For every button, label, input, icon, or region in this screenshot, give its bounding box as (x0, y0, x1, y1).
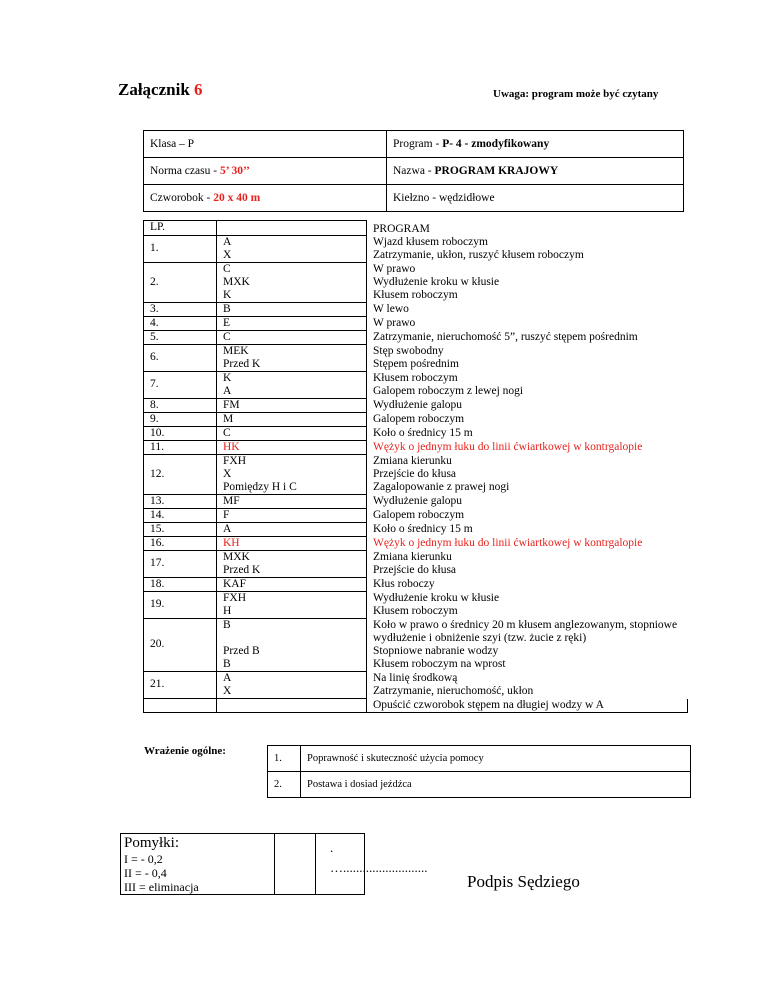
arena-letter: C (223, 427, 231, 439)
info-right-value: PROGRAM KRAJOWY (434, 165, 559, 177)
movement-text: Kłus roboczy (373, 577, 435, 590)
letter-cell (217, 537, 367, 551)
movement-cell (367, 578, 688, 592)
arena-letter: A (223, 672, 232, 684)
movement-cell (367, 413, 688, 427)
program-row (144, 372, 688, 399)
lp-cell (144, 236, 217, 263)
movement-cell (367, 699, 688, 713)
letter-cell (217, 413, 367, 427)
arena-letter: M (223, 413, 234, 425)
signature-mark: . (330, 840, 334, 855)
lp-cell (144, 592, 217, 619)
lp-cell (144, 345, 217, 372)
info-row (144, 158, 684, 185)
movement-cell (367, 455, 688, 495)
movement-cell (367, 672, 688, 699)
movement-cell (367, 399, 688, 413)
lp-cell (144, 619, 217, 672)
movement-text: Koło o średnicy 15 m (373, 522, 473, 535)
lp-cell (144, 441, 217, 455)
arena-letter: C (223, 263, 231, 275)
lp-header: LP. (144, 221, 217, 236)
program-row (144, 551, 688, 578)
movement-text: Kłusem roboczym (373, 288, 458, 301)
lp-number: 7. (150, 378, 159, 390)
program-header: PROGRAM (367, 221, 688, 236)
errors-title: Pomyłki: (124, 835, 180, 851)
movement-text: Stęp swobodny (373, 344, 444, 357)
movement-cell (367, 317, 688, 331)
program-row (144, 441, 688, 455)
arena-letter: C (223, 331, 231, 343)
arena-letter: MXK (223, 276, 250, 288)
errors-table (120, 833, 365, 895)
arena-letter: F (223, 509, 230, 521)
movement-text: W prawo (373, 262, 416, 275)
info-right-label: Kiełzno - wędzidłowe (393, 192, 495, 204)
movement-cell (367, 537, 688, 551)
impression-text: Poprawność i skuteczność użycia pomocy (301, 746, 691, 772)
lp-cell (144, 551, 217, 578)
program-row (144, 331, 688, 345)
lp-cell (144, 399, 217, 413)
movement-text: wydłużenie i obniżenie szyi (tzw. żucie z ręki) (373, 631, 587, 644)
lp-number: 1. (150, 242, 159, 254)
lp-cell (144, 413, 217, 427)
info-table (143, 130, 684, 212)
movement-text: Koło o średnicy 15 m (373, 426, 473, 439)
lp-cell (144, 331, 217, 345)
program-row (144, 699, 688, 713)
movement-cell (367, 495, 688, 509)
lp-cell (144, 523, 217, 537)
error-level: I = - 0,2 (124, 852, 163, 866)
arena-letter: FXH (223, 592, 247, 604)
info-left-cell (144, 185, 387, 212)
movement-text: Przejście do kłusa (373, 563, 457, 576)
movement-text: Zatrzymanie, ukłon, ruszyć kłusem roboczym (373, 248, 584, 261)
movement-text: W lewo (373, 302, 409, 315)
letter-cell (217, 455, 367, 495)
info-right-cell (387, 131, 684, 158)
arena-letter (223, 699, 366, 712)
letter-cell (217, 699, 367, 713)
errors-label-cell (121, 834, 275, 895)
info-left-value: 20 x 40 m (213, 192, 261, 204)
program-row (144, 236, 688, 263)
arena-letter: K (223, 372, 232, 384)
lp-cell (144, 317, 217, 331)
arena-letter: FM (223, 399, 240, 411)
program-row (144, 413, 688, 427)
arena-letter: Pomiędzy H i C (223, 481, 297, 493)
arena-letter: B (223, 619, 231, 631)
movement-text: Na linię środkową (373, 671, 458, 684)
info-row (144, 185, 684, 212)
movement-cell (367, 345, 688, 372)
letter-cell (217, 345, 367, 372)
info-right-cell (387, 158, 684, 185)
lp-number: 18. (150, 578, 165, 590)
lp-number: 11. (150, 441, 164, 453)
arena-letter: FXH (223, 455, 247, 467)
program-row (144, 455, 688, 495)
lp-cell (144, 263, 217, 303)
movement-text: Przejście do kłusa (373, 467, 457, 480)
arena-letter: K (223, 289, 232, 301)
info-right-value: P- 4 - zmodyfikowany (442, 138, 550, 150)
lp-number: 5. (150, 331, 159, 343)
arena-letter: B (223, 658, 231, 670)
arena-letter: A (223, 523, 232, 535)
movement-text: W prawo (373, 316, 416, 329)
lp-cell (144, 537, 217, 551)
movement-text: Galopem roboczym (373, 508, 465, 521)
lp-number: 10. (150, 427, 165, 439)
lp-cell (144, 578, 217, 592)
arena-letter: X (223, 249, 232, 261)
reading-note: Uwaga: program może być czytany (493, 88, 659, 100)
lp-number: 19. (150, 598, 165, 610)
arena-letter (223, 632, 366, 645)
arena-letter: Przed K (223, 564, 261, 576)
letter-cell (217, 551, 367, 578)
movement-text: Zmiana kierunku (373, 454, 452, 467)
movement-cell (367, 509, 688, 523)
letter-cell (217, 427, 367, 441)
letter-cell (217, 578, 367, 592)
errors-count-box (275, 834, 316, 895)
movement-text: Wjazd kłusem roboczym (373, 235, 488, 248)
lp-number: 20. (150, 638, 165, 650)
program-header-row (144, 221, 688, 236)
program-row (144, 578, 688, 592)
arena-letter: MXK (223, 551, 250, 563)
letter-cell (217, 303, 367, 317)
movement-cell (367, 551, 688, 578)
letter-cell (217, 523, 367, 537)
arena-letter: HK (223, 441, 240, 453)
info-right-label: Program - (393, 138, 440, 150)
signature-label: Podpis Sędziego (467, 872, 580, 891)
lp-cell (144, 455, 217, 495)
letter-cell (217, 441, 367, 455)
lp-cell (144, 495, 217, 509)
lp-number: 3. (150, 303, 159, 315)
movement-text: Zmiana kierunku (373, 550, 452, 563)
arena-letter: MF (223, 495, 240, 507)
movement-text: Kłusem roboczym (373, 371, 458, 384)
info-left-cell (144, 158, 387, 185)
impression-row (268, 746, 691, 772)
program-row (144, 345, 688, 372)
error-level: III = eliminacja (124, 880, 199, 894)
lp-number: 6. (150, 351, 159, 363)
impression-row (268, 772, 691, 798)
movement-cell (367, 619, 688, 672)
lp-cell (144, 303, 217, 317)
impression-table (267, 745, 691, 798)
info-right-label: Nazwa - (393, 165, 432, 177)
program-row (144, 537, 688, 551)
movement-text: Koło w prawo o średnicy 20 m kłusem anglezowanym, stopniowe (373, 618, 678, 631)
lp-cell (144, 509, 217, 523)
movement-text: Zagalopowanie z prawej nogi (373, 480, 510, 493)
letter-cell (217, 399, 367, 413)
signature-dots: ….......................... (330, 860, 428, 875)
letter-cell (217, 619, 367, 672)
movement-text: Wydłużenie kroku w kłusie (373, 591, 500, 604)
letter-cell (217, 592, 367, 619)
movement-text: Wydłużenie kroku w kłusie (373, 275, 500, 288)
movement-cell (367, 331, 688, 345)
errors-row (121, 834, 365, 895)
lp-number: 14. (150, 509, 165, 521)
impression-label: Wrażenie ogólne: (144, 745, 226, 757)
letter-cell (217, 495, 367, 509)
movement-cell (367, 427, 688, 441)
movement-text: Kłusem roboczym na wprost (373, 657, 506, 670)
program-row (144, 619, 688, 672)
letter-cell (217, 672, 367, 699)
movement-text: Opuścić czworobok stępem na długiej wodzy w A (373, 698, 604, 711)
info-left-label: Klasa – P (150, 138, 195, 150)
movement-cell (367, 236, 688, 263)
lp-number: 21. (150, 678, 165, 690)
title-prefix: Załącznik (118, 80, 190, 99)
arena-letter: Przed B (223, 645, 260, 657)
movement-cell (367, 523, 688, 537)
arena-letter: A (223, 385, 232, 397)
impression-text: Postawa i dosiad jeźdźca (301, 772, 691, 798)
movement-text: Stępem pośrednim (373, 357, 459, 370)
program-row (144, 263, 688, 303)
arena-letter: KAF (223, 578, 247, 590)
arena-letter: Przed K (223, 358, 261, 370)
program-row (144, 672, 688, 699)
movement-text: Galopem roboczym (373, 412, 465, 425)
lp-number: 13. (150, 495, 165, 507)
arena-letter: B (223, 303, 231, 315)
movement-cell (367, 263, 688, 303)
letter-cell (217, 331, 367, 345)
program-row (144, 317, 688, 331)
signature-line (330, 838, 428, 878)
arena-letter: H (223, 605, 232, 617)
arena-letter: X (223, 685, 232, 697)
arena-letter: A (223, 236, 232, 248)
lp-number: 16. (150, 537, 165, 549)
info-left-label: Czworobok - (150, 192, 211, 204)
movement-cell (367, 592, 688, 619)
arena-letter: KH (223, 537, 240, 549)
lp-cell (144, 372, 217, 399)
program-row (144, 399, 688, 413)
lp-number: 9. (150, 413, 159, 425)
movement-text: Stopniowe nabranie wodzy (373, 644, 499, 657)
info-right-cell (387, 185, 684, 212)
movement-text: Zatrzymanie, nieruchomość 5”, ruszyć stępem pośrednim (373, 330, 638, 343)
program-row (144, 509, 688, 523)
lp-number: 17. (150, 557, 165, 569)
movement-cell (367, 303, 688, 317)
impression-number: 2. (268, 772, 301, 798)
letter-cell (217, 317, 367, 331)
program-row (144, 495, 688, 509)
lp-number: 8. (150, 399, 159, 411)
letter-cell (217, 509, 367, 523)
program-row (144, 523, 688, 537)
lp-number: 12. (150, 468, 165, 480)
letter-cell (217, 236, 367, 263)
program-row (144, 427, 688, 441)
movement-text: Galopem roboczym z lewej nogi (373, 384, 524, 397)
movement-text: Wydłużenie galopu (373, 398, 463, 411)
arena-letter: X (223, 468, 232, 480)
letter-header (217, 221, 367, 236)
movement-text: Wężyk o jednym łuku do linii ćwiartkowej w kontrgalopie (373, 536, 643, 549)
impression-number: 1. (268, 746, 301, 772)
movement-cell (367, 441, 688, 455)
program-row (144, 592, 688, 619)
info-left-label: Norma czasu - (150, 165, 218, 177)
letter-cell (217, 263, 367, 303)
lp-cell (144, 427, 217, 441)
letter-cell (217, 372, 367, 399)
error-level: II = - 0,4 (124, 866, 167, 880)
arena-letter: MEK (223, 345, 249, 357)
lp-cell (144, 699, 217, 713)
lp-number: 4. (150, 317, 159, 329)
movement-text: Wężyk o jednym łuku do linii ćwiartkowej w kontrgalopie (373, 440, 643, 453)
info-left-value: 5’ 30’’ (219, 165, 250, 177)
movement-text: Zatrzymanie, nieruchomość, ukłon (373, 684, 534, 697)
page-title (118, 80, 203, 100)
arena-letter: E (223, 317, 231, 329)
movement-cell (367, 372, 688, 399)
program-row (144, 303, 688, 317)
program-table (143, 220, 688, 713)
movement-text: Wydłużenie galopu (373, 494, 463, 507)
lp-number: 15. (150, 523, 165, 535)
movement-text: Kłusem roboczym (373, 604, 458, 617)
info-left-cell (144, 131, 387, 158)
title-number: 6 (194, 80, 203, 99)
lp-cell (144, 672, 217, 699)
info-row (144, 131, 684, 158)
lp-number: 2. (150, 276, 159, 288)
